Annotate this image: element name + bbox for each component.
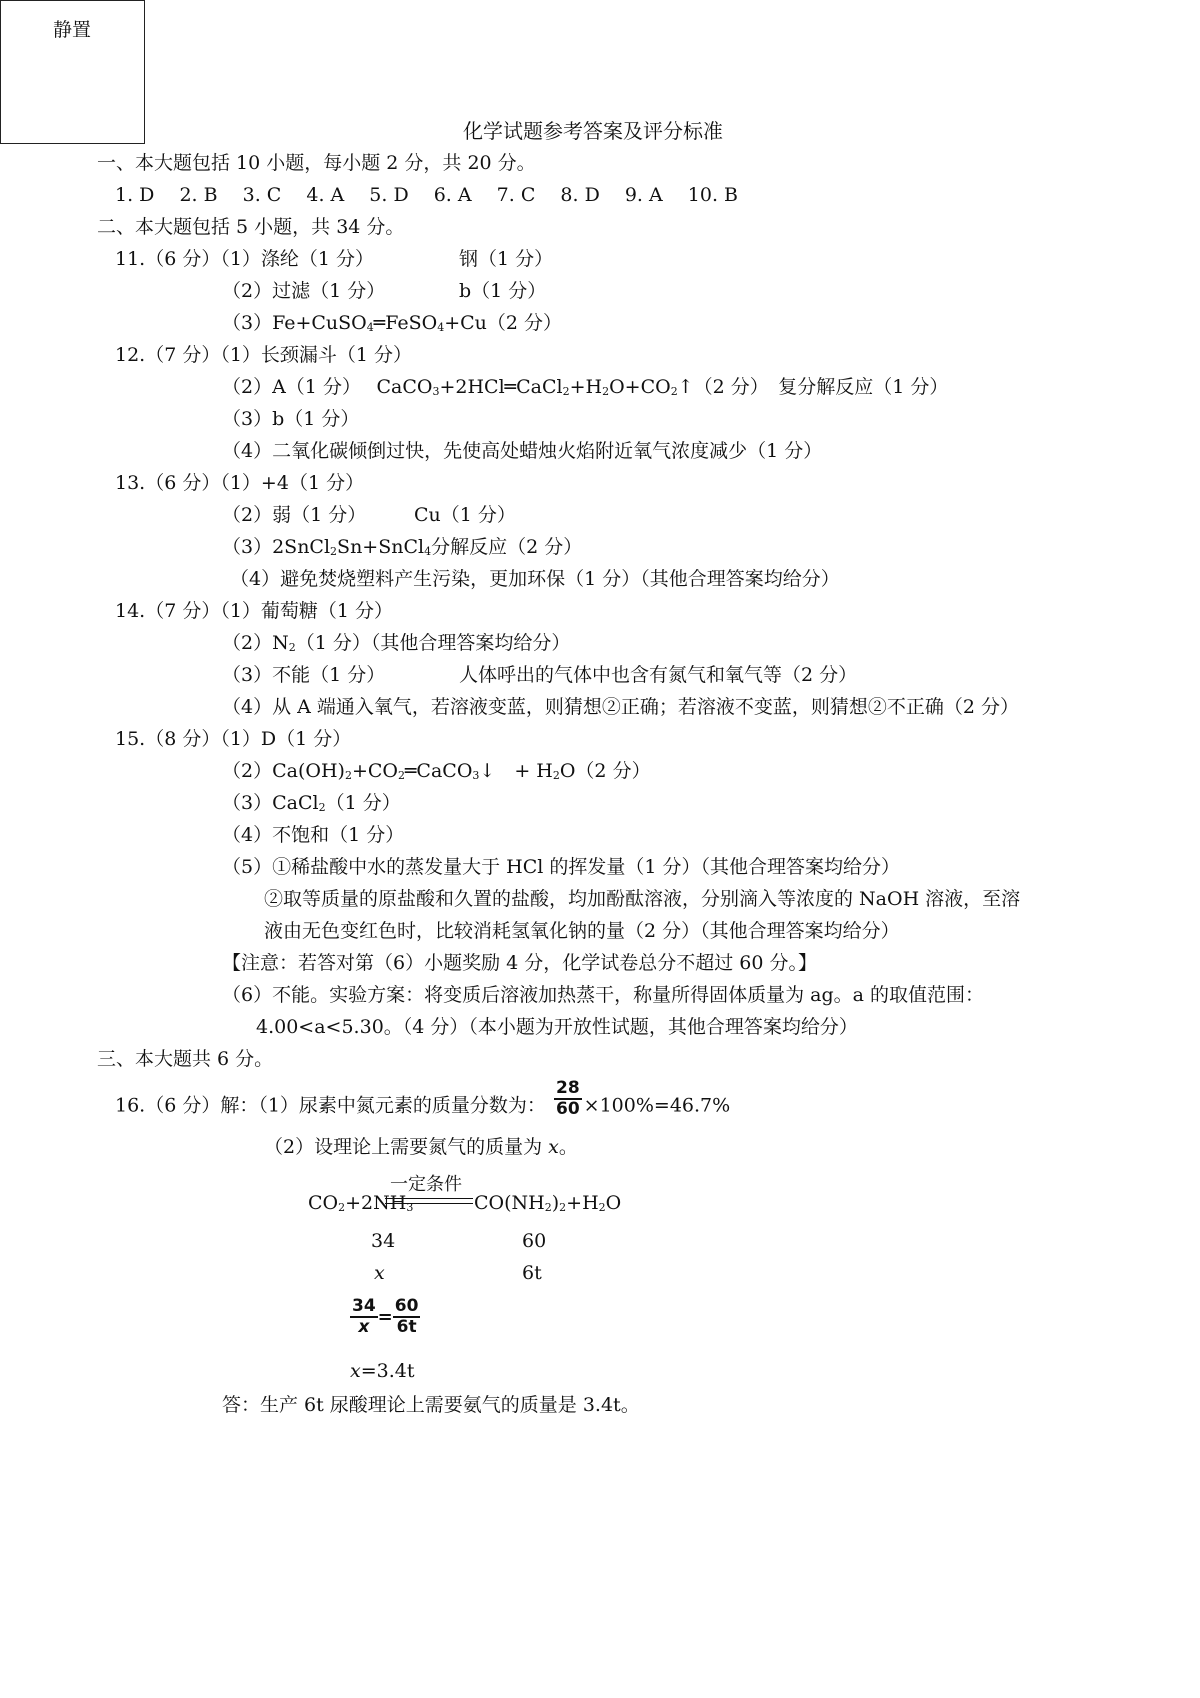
q14-head: 14.（7 分）（1）葡萄糖（1 分） xyxy=(115,600,394,622)
q13-answer-2: （2）弱（1 分） xyxy=(222,504,367,526)
q13-answer-2b: Cu（1 分） xyxy=(414,504,516,526)
q15-answer-5-line1: （5）①稀盐酸中水的蒸发量大于 HCl 的挥发量（1 分）（其他合理答案均给分） xyxy=(222,856,900,878)
q16-proportion: $\frac{34}{x}$ = $\frac{60}{6t}$ xyxy=(352,1296,419,1337)
q15-answer-3: （3）CaCl$_2$（1 分） xyxy=(222,792,401,814)
q14-answer-2: $(2)N_2(1$ 分）（其他合理答案均给分） xyxy=(222,632,571,654)
q13-head: 13.（6 分）（1）+4（1 分） xyxy=(115,472,365,494)
q16-equation-equals xyxy=(385,1198,473,1204)
q13-answer-3: （3）2SnCl$_2$Sn+SnCl$_4$分解反应（2 分） xyxy=(222,536,583,558)
q11-answer-2b: b（1 分） xyxy=(459,280,547,302)
q14-answer-3: （3）不能（1 分） xyxy=(222,664,386,686)
q16-answer-2: （2）设理论上需要氮气的质量为 x。 xyxy=(264,1136,578,1158)
q15-answer-2: $(2)Ca(OH)_2+CO_2═CaCO_3↓$ + $H_2O(2$ 分） xyxy=(222,760,651,782)
q16-fraction-1: $\frac{28}{60}$ xyxy=(555,1078,580,1119)
q15-answer-4: （4）不饱和（1 分） xyxy=(222,824,405,846)
q15-head: 15.（8 分）（1）D（1 分） xyxy=(115,728,352,750)
q15-note: 【注意：若答对第（6）小题奖励 4 分，化学试卷总分不超过 60 分。】 xyxy=(222,952,818,974)
q11-answer-3: （3）Fe+CuSO$_4$═FeSO$_4$+Cu（2 分） xyxy=(222,312,563,334)
q16-ratio-right-1: 60 xyxy=(522,1230,547,1252)
q16-result: x=3.4t xyxy=(350,1360,415,1382)
q14-answer-3b: 人体呼出的气体中也含有氮气和氧气等（2 分） xyxy=(459,664,858,686)
part2-heading: 二、本大题包括 5 小题，共 34 分。 xyxy=(97,216,405,238)
q11-head: 11.（6 分）（1）涤纶（1 分） xyxy=(115,248,375,270)
page-title: 化学试题参考答案及评分标准 xyxy=(463,119,723,143)
stamp-label: 静置 xyxy=(53,19,92,41)
q11-answer-1b: 钢（1 分） xyxy=(459,248,554,270)
part1-answers: 1. D 2. B 3. C 4. A 5. D 6. A 7. C 8. D 9. A 10. B xyxy=(115,184,738,206)
q12-head: 12.（7 分）（1）长颈漏斗（1 分） xyxy=(115,344,413,366)
q16-equation-condition: 一定条件 xyxy=(390,1174,462,1195)
q15-answer-5-line3: 液由无色变红色时，比较消耗氢氧化钠的量（2 分）（其他合理答案均给分） xyxy=(264,920,900,942)
q16-head: 16.（6 分）解：（1）尿素中氮元素的质量分数为： $\frac{28}{60}$ ×100%=46.7% xyxy=(115,1078,731,1119)
q12-answer-3: （3）b（1 分） xyxy=(222,408,360,430)
q12-answer-4: （4）二氧化碳倾倒过快，先使高处蜡烛火焰附近氧气浓度减少（1 分） xyxy=(222,440,823,462)
q13-answer-4: （4）避免焚烧塑料产生污染，更加环保（1 分）（其他合理答案均给分） xyxy=(230,568,840,590)
part3-heading: 三、本大题共 6 分。 xyxy=(97,1048,274,1070)
q15-answer-6-line1: （6）不能。实验方案：将变质后溶液加热蒸干，称量所得固体质量为 ag。a 的取值范围： xyxy=(222,984,984,1006)
stamp-box xyxy=(0,0,145,144)
part1-heading: 一、本大题包括 10 小题，每小题 2 分，共 20 分。 xyxy=(97,152,536,174)
q16-ratio-left-2: x xyxy=(374,1262,385,1284)
q16-final-answer: 答：生产 6t 尿酸理论上需要氨气的质量是 3.4t。 xyxy=(222,1394,640,1416)
q16-equation-right: $CO(NH_2)_2+H_2O$ xyxy=(474,1192,622,1214)
q15-answer-5-line2: ②取等质量的原盐酸和久置的盐酸，均加酚酞溶液，分别滴入等浓度的 NaOH 溶液，至溶 xyxy=(264,888,1021,910)
q15-answer-6-line2: 4.00<a<5.30。（4 分）（本小题为开放性试题，其他合理答案均给分） xyxy=(256,1016,858,1038)
q16-ratio-right-2: 6t xyxy=(522,1262,542,1284)
q14-answer-4: （4）从 A 端通入氧气，若溶液变蓝，则猜想②正确；若溶液不变蓝，则猜想②不正确（2 分） xyxy=(222,696,1020,718)
q12-answer-2: （2）A（1 分） $CaCO_3+2HCl═CaCl_2+H_2O+CO_2↑(2$ 分） 复分解反应（1 分） xyxy=(222,376,949,398)
q11-answer-2: （2）过滤（1 分） xyxy=(222,280,386,302)
q16-fraction-3: $\frac{60}{6t}$ xyxy=(394,1296,419,1337)
q16-fraction-2: $\frac{34}{x}$ xyxy=(352,1296,376,1337)
q16-ratio-left-1: 34 xyxy=(371,1230,396,1252)
q16-equation-left: $CO_2+2NH_3$ xyxy=(308,1192,414,1214)
